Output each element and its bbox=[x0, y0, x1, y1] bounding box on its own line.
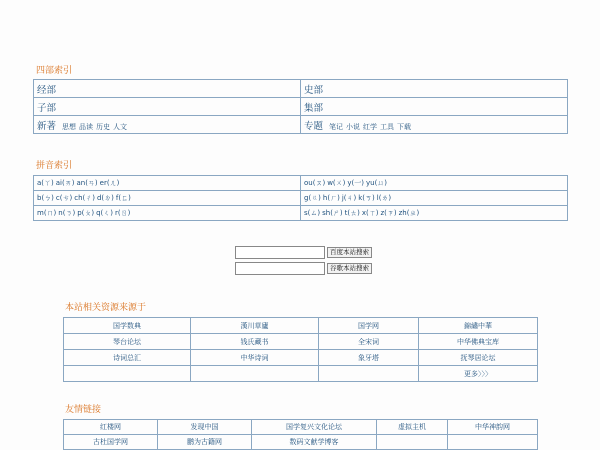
xinzhu-subitems bbox=[62, 123, 130, 131]
zhuanti-link[interactable]: 专题 bbox=[304, 120, 324, 132]
pinyin-link[interactable]: n(ㄋ) bbox=[58, 209, 76, 217]
pinyin-link[interactable]: b(ㄅ) bbox=[37, 194, 54, 202]
friend-links-table bbox=[63, 419, 538, 450]
pinyin-link[interactable]: k(ㄎ) bbox=[358, 194, 375, 202]
resource-link[interactable]: 抚琴居论坛 bbox=[419, 350, 538, 366]
links-title: 友情链接 bbox=[65, 405, 102, 415]
pinyin-link[interactable]: r(ㄖ) bbox=[115, 209, 131, 217]
resource-link[interactable]: 中华诗词 bbox=[191, 350, 319, 366]
pinyin-link[interactable]: m(ㄇ) bbox=[37, 209, 57, 217]
zhuanti-item[interactable]: 下载 bbox=[397, 122, 412, 131]
pinyin-link[interactable]: h(ㄏ) bbox=[322, 194, 340, 202]
friend-link[interactable]: 中华神韵网 bbox=[448, 420, 538, 435]
xinzhu-item[interactable]: 历史 bbox=[96, 122, 111, 131]
pinyin-link[interactable]: z(ㄗ) bbox=[380, 209, 397, 217]
empty-cell bbox=[448, 435, 538, 450]
empty-cell bbox=[319, 366, 419, 382]
zhuanti-item[interactable]: 工具 bbox=[380, 122, 395, 131]
zhuanti-item[interactable]: 红学 bbox=[363, 122, 378, 131]
xinzhu-cell bbox=[34, 116, 301, 134]
empty-cell bbox=[377, 435, 448, 450]
table-row bbox=[34, 116, 568, 134]
pinyin-link[interactable]: er(ㄦ) bbox=[99, 179, 120, 187]
xinzhu-item[interactable]: 人文 bbox=[113, 122, 128, 131]
resource-link[interactable]: 诗词总汇 bbox=[64, 350, 191, 366]
zhuanti-subitems bbox=[329, 123, 414, 131]
google-search-row bbox=[235, 262, 372, 275]
pinyin-link[interactable]: sh(ㄕ) bbox=[322, 209, 343, 217]
resource-link[interactable]: 漢川草廬 bbox=[191, 318, 319, 334]
pinyin-link[interactable]: c(ㄘ) bbox=[55, 194, 73, 202]
pinyin-link[interactable]: zh(ㄓ) bbox=[398, 209, 420, 217]
table-row bbox=[34, 98, 568, 116]
friend-link[interactable]: 鹏为古籍网 bbox=[158, 435, 252, 450]
pinyin-link[interactable]: s(ㄙ) bbox=[304, 209, 321, 217]
friend-link[interactable]: 国学复兴文化论坛 bbox=[252, 420, 377, 435]
table-row bbox=[34, 206, 568, 221]
pinyin-link[interactable]: p(ㄆ) bbox=[77, 209, 95, 217]
pinyin-cell bbox=[301, 176, 568, 191]
xinzhu-link[interactable]: 新著 bbox=[37, 120, 57, 132]
table-row bbox=[34, 80, 568, 98]
resource-link[interactable]: 琴台论坛 bbox=[64, 334, 191, 350]
table-row bbox=[64, 334, 538, 350]
table-row bbox=[64, 350, 538, 366]
resource-link[interactable]: 国学网 bbox=[319, 318, 419, 334]
pinyin-link[interactable]: an(ㄢ) bbox=[76, 179, 98, 187]
google-search-input[interactable] bbox=[235, 262, 325, 275]
resource-link[interactable]: 全宋词 bbox=[319, 334, 419, 350]
pinyin-link[interactable]: y(一) bbox=[347, 179, 364, 187]
zhuanti-item[interactable]: 笔记 bbox=[329, 122, 344, 131]
pinyin-link[interactable]: d(ㄉ) bbox=[96, 194, 114, 202]
jibu-link[interactable]: 集部 bbox=[301, 98, 568, 116]
more-link[interactable]: 更多〉〉〉 bbox=[419, 366, 538, 382]
pinyin-link[interactable]: g(ㄍ) bbox=[304, 194, 321, 202]
resource-link[interactable]: 国学数典 bbox=[64, 318, 191, 334]
friend-link[interactable]: 古杜国学网 bbox=[64, 435, 158, 450]
resource-link[interactable]: 象牙塔 bbox=[319, 350, 419, 366]
pinyin-cell bbox=[301, 206, 568, 221]
pinyin-link[interactable]: ch(ㄔ) bbox=[74, 194, 95, 202]
table-row bbox=[64, 318, 538, 334]
google-search-button[interactable]: 谷歌本站搜索 bbox=[327, 263, 372, 274]
table-row bbox=[64, 420, 538, 435]
friend-link[interactable]: 红楼网 bbox=[64, 420, 158, 435]
empty-cell bbox=[64, 366, 191, 382]
jingbu-link[interactable]: 经部 bbox=[34, 80, 301, 98]
resource-link[interactable]: 钱氏藏书 bbox=[191, 334, 319, 350]
sibu-title: 四部索引 bbox=[36, 66, 73, 76]
site-search-row bbox=[235, 246, 372, 259]
pinyin-link[interactable]: l(ㄌ) bbox=[376, 194, 392, 202]
zhuanti-item[interactable]: 小说 bbox=[346, 122, 361, 131]
pinyin-link[interactable]: j(ㄐ) bbox=[341, 194, 357, 202]
friend-link[interactable]: 虚拟主机 bbox=[377, 420, 448, 435]
pinyin-cell bbox=[34, 191, 301, 206]
site-search-input[interactable] bbox=[235, 246, 325, 259]
pinyin-link[interactable]: x(ㄒ) bbox=[361, 209, 379, 217]
pinyin-cell bbox=[34, 206, 301, 221]
pinyin-title: 拼音索引 bbox=[36, 161, 73, 171]
pinyin-link[interactable]: q(ㄑ) bbox=[96, 209, 113, 217]
friend-link[interactable]: 数码文献学博客 bbox=[252, 435, 377, 450]
table-row bbox=[34, 191, 568, 206]
pinyin-link[interactable]: a(ㄚ) bbox=[37, 179, 54, 187]
resource-link[interactable]: 錦繡中華 bbox=[419, 318, 538, 334]
pinyin-link[interactable]: w(ㄨ) bbox=[327, 179, 346, 187]
pinyin-link[interactable]: ai(ㄞ) bbox=[55, 179, 75, 187]
table-row bbox=[34, 176, 568, 191]
resources-table bbox=[63, 317, 538, 382]
pinyin-link[interactable]: f(ㄈ) bbox=[115, 194, 131, 202]
resource-link[interactable]: 中华佛典宝库 bbox=[419, 334, 538, 350]
zhuanti-cell bbox=[301, 116, 568, 134]
empty-cell bbox=[191, 366, 319, 382]
site-search-button[interactable]: 百度本站搜索 bbox=[327, 247, 372, 258]
table-row bbox=[64, 435, 538, 450]
zibu-link[interactable]: 子部 bbox=[34, 98, 301, 116]
xinzhu-item[interactable]: 品读 bbox=[79, 122, 94, 131]
pinyin-cell bbox=[301, 191, 568, 206]
pinyin-index-table bbox=[33, 175, 568, 221]
resources-title: 本站相关资源来源于 bbox=[65, 303, 147, 313]
pinyin-link[interactable]: yu(ㄩ) bbox=[365, 179, 388, 187]
table-row bbox=[64, 366, 538, 382]
pinyin-link[interactable]: t(ㄊ) bbox=[344, 209, 360, 217]
pinyin-cell bbox=[34, 176, 301, 191]
pinyin-link[interactable]: ou(ㄡ) bbox=[304, 179, 326, 187]
shibu-link[interactable]: 史部 bbox=[301, 80, 568, 98]
xinzhu-item[interactable]: 思想 bbox=[62, 122, 77, 131]
friend-link[interactable]: 发现中国 bbox=[158, 420, 252, 435]
sibu-index-table bbox=[33, 79, 568, 134]
